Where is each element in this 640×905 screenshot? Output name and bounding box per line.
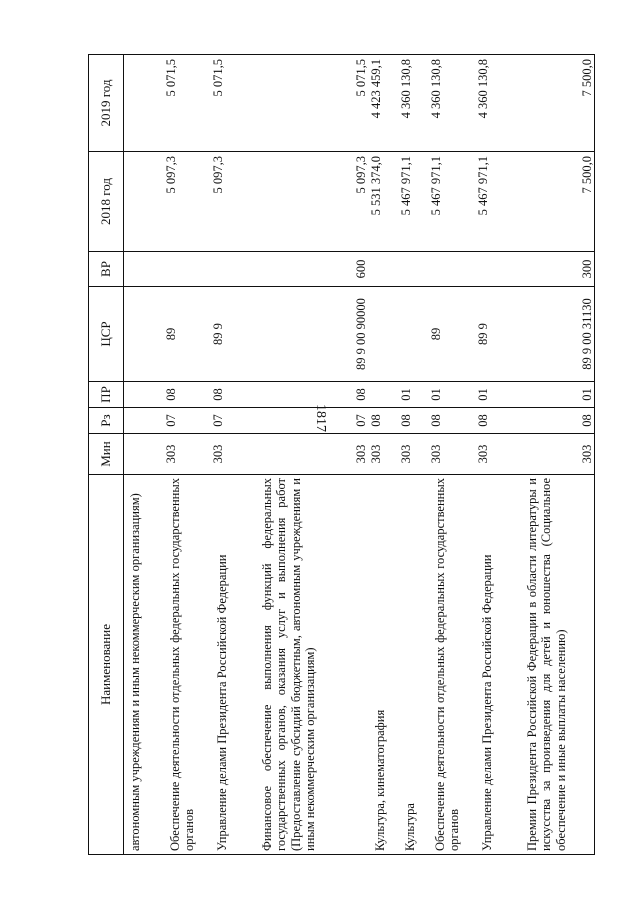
cell-csr [369, 287, 399, 382]
cell-rz: 08 [521, 408, 595, 434]
cell-2018: 5 467 971,1 [399, 152, 429, 252]
header-vr: ВР [89, 252, 124, 287]
cell-csr [124, 287, 164, 382]
cell-name: Управление делами Президента Российской Федерации [476, 475, 521, 855]
cell-csr [399, 287, 429, 382]
cell-pr: 08 [211, 382, 256, 408]
cell-min: 303 [369, 434, 399, 475]
header-2018: 2018 год [89, 152, 124, 252]
page-number: 1817 [313, 404, 328, 432]
cell-2019 [124, 55, 164, 152]
table-row [476, 55, 521, 855]
cell-csr: 89 9 00 31130 [521, 287, 595, 382]
cell-pr: 01 [476, 382, 521, 408]
cell-min: 303 [429, 434, 476, 475]
cell-vr: 600 [256, 252, 369, 287]
header-name: Наименование [89, 475, 124, 855]
cell-vr [369, 252, 399, 287]
cell-csr: 89 9 [211, 287, 256, 382]
cell-rz: 07 [211, 408, 256, 434]
table-row [399, 55, 429, 855]
cell-name: Финансовое обеспечение выполнения функций федеральных государственных органов, оказания услуг и выполнения работ (Предоставление субсидий бюджетным, автономным учреждениям и иным некоммерческим организациям) [256, 475, 369, 855]
cell-min: 303 [256, 434, 369, 475]
cell-vr [124, 252, 164, 287]
table-row [429, 55, 476, 855]
cell-2019: 5 071,5 [256, 55, 369, 152]
cell-min [124, 434, 164, 475]
cell-name: Управление делами Президента Российской Федерации [211, 475, 256, 855]
cell-2019: 5 071,5 [164, 55, 211, 152]
cell-pr: 01 [521, 382, 595, 408]
header-pr: ПР [89, 382, 124, 408]
cell-name: Обеспечение деятельности отдельных федеральных государственных органов [164, 475, 211, 855]
cell-pr [124, 382, 164, 408]
cell-pr: 01 [399, 382, 429, 408]
cell-2019: 4 423 459,1 [369, 55, 399, 152]
header-csr: ЦСР [89, 287, 124, 382]
table-row [369, 55, 399, 855]
cell-min: 303 [476, 434, 521, 475]
cell-vr: 300 [521, 252, 595, 287]
cell-min: 303 [399, 434, 429, 475]
cell-2018: 5 097,3 [256, 152, 369, 252]
cell-vr [211, 252, 256, 287]
cell-csr: 89 [429, 287, 476, 382]
rotated-page-content [88, 55, 593, 855]
cell-min: 303 [211, 434, 256, 475]
cell-rz: 08 [369, 408, 399, 434]
table-row [521, 55, 595, 855]
cell-2018: 5 531 374,0 [369, 152, 399, 252]
cell-pr [369, 382, 399, 408]
table-header-row [89, 55, 124, 855]
cell-csr: 89 9 [476, 287, 521, 382]
cell-rz [124, 408, 164, 434]
cell-2018: 5 467 971,1 [476, 152, 521, 252]
cell-rz: 07 [256, 408, 369, 434]
table-row [164, 55, 211, 855]
header-min: Мин [89, 434, 124, 475]
cell-2018: 5 097,3 [211, 152, 256, 252]
cell-2018: 5 097,3 [164, 152, 211, 252]
table-row [256, 55, 369, 855]
cell-2018: 5 467 971,1 [429, 152, 476, 252]
budget-table [88, 54, 595, 855]
cell-2019: 7 500,0 [521, 55, 595, 152]
cell-csr: 89 [164, 287, 211, 382]
cell-min: 303 [521, 434, 595, 475]
cell-pr: 08 [256, 382, 369, 408]
cell-name: автономным учреждениям и иным некоммерческим организациям) [124, 475, 164, 855]
header-rz: Рз [89, 408, 124, 434]
table-row [124, 55, 164, 855]
cell-2019: 4 360 130,8 [476, 55, 521, 152]
cell-2019: 4 360 130,8 [399, 55, 429, 152]
cell-name: Обеспечение деятельности отдельных федеральных государственных органов [429, 475, 476, 855]
cell-name: Культура, кинематография [369, 475, 399, 855]
cell-name: Культура [399, 475, 429, 855]
cell-vr [476, 252, 521, 287]
cell-vr [399, 252, 429, 287]
cell-rz: 08 [429, 408, 476, 434]
cell-pr: 08 [164, 382, 211, 408]
cell-min: 303 [164, 434, 211, 475]
cell-name: Премии Президента Российской Федерации в области литературы и искусства за произведения для детей и юношества (Социальное обеспечение и иные выплаты населению) [521, 475, 595, 855]
cell-pr: 01 [429, 382, 476, 408]
table-row [211, 55, 256, 855]
cell-2018 [124, 152, 164, 252]
cell-vr [164, 252, 211, 287]
cell-2019: 4 360 130,8 [429, 55, 476, 152]
cell-2019: 5 071,5 [211, 55, 256, 152]
cell-vr [429, 252, 476, 287]
cell-rz: 08 [476, 408, 521, 434]
cell-csr: 89 9 00 90000 [256, 287, 369, 382]
cell-rz: 08 [399, 408, 429, 434]
header-2019: 2019 год [89, 55, 124, 152]
cell-2018: 7 500,0 [521, 152, 595, 252]
cell-rz: 07 [164, 408, 211, 434]
